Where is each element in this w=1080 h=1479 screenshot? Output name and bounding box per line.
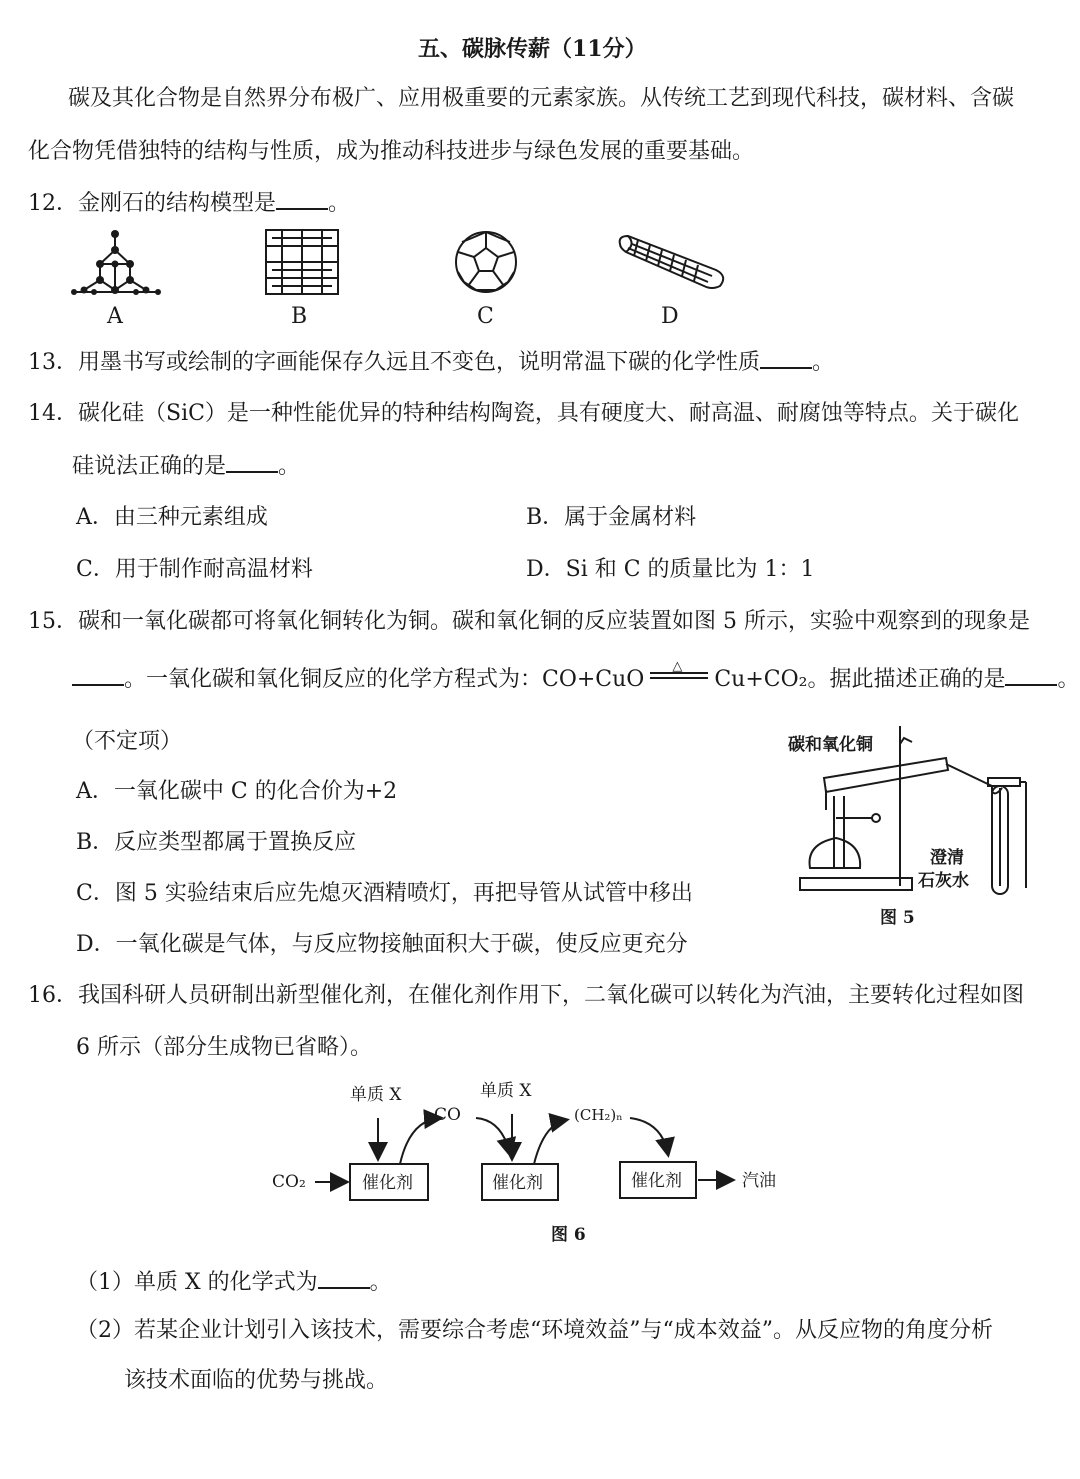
q12-answer-blank[interactable] [276, 188, 328, 210]
figure6-co2: CO₂ [272, 1172, 306, 1192]
figure6-catalyst-3: 催化剂 [631, 1171, 682, 1191]
c60-structure-model [452, 228, 520, 296]
q16-sub1-end: 。 [369, 1270, 392, 1295]
q12-stem-end: 。 [328, 191, 351, 216]
q15-answer-blank-1[interactable] [72, 664, 124, 686]
figure5-label-carbon-copper-oxide: 碳和氧化铜 [788, 735, 873, 755]
q13-answer-blank[interactable] [760, 347, 812, 369]
section-title: 五、碳脉传薪（11分） [418, 36, 647, 62]
figure5-label-limewater-1: 澄清 [930, 848, 964, 868]
q12-stem [28, 188, 350, 219]
q16-line-2: 6 所示（部分生成物已省略）。 [76, 1035, 372, 1060]
q16-line-1: 16．我国科研人员研制出新型催化剂，在催化剂作用下，二氧化碳可以转化为汽油，主要转化过程如图 [28, 983, 1024, 1008]
q14-answer-blank[interactable] [226, 451, 278, 473]
q15-option-d[interactable]: D．一氧化碳是气体，与反应物接触面积大于碳，使反应更充分 [76, 932, 688, 957]
figure6-x-label-1: 单质 X [350, 1085, 402, 1105]
arrow-co-to-catalyst2 [476, 1118, 510, 1154]
q15-option-a[interactable]: A．一氧化碳中 C 的化合价为+2 [76, 779, 398, 804]
intro-line-2: 化合物凭借独特的结构与性质，成为推动科技进步与绿色发展的重要基础。 [28, 139, 755, 164]
figure6-ch2n: (CH₂)ₙ [574, 1106, 623, 1124]
q14-option-b[interactable]: B．属于金属材料 [526, 505, 697, 530]
q15-line-2 [72, 659, 1080, 695]
figure6-catalyst-2: 催化剂 [492, 1173, 543, 1193]
arrow-catalyst2-to-ch2n [534, 1120, 566, 1164]
q15-answer-blank-2[interactable] [1005, 664, 1057, 686]
q12-option-b[interactable]: B [291, 304, 308, 329]
q12-option-d[interactable]: D [661, 304, 679, 329]
q14-option-a[interactable]: A．由三种元素组成 [76, 505, 268, 530]
q13-stem-text: 13．用墨书写或绘制的字画能保存久远且不变色，说明常温下碳的化学性质 [28, 350, 760, 375]
reaction-condition-sign [650, 659, 708, 686]
q14-line-1: 14．碳化硅（SiC）是一种性能优异的特种结构陶瓷，具有硬度大、耐高温、耐腐蚀等特点。关于碳化 [28, 401, 1019, 426]
figure5-label-limewater-2: 石灰水 [918, 871, 969, 891]
q15-line-2-b: Cu+CO₂。据此描述正确的是 [714, 667, 1006, 692]
q14-line-2-end: 。 [278, 454, 301, 479]
arrow-ch2n-to-catalyst3 [630, 1118, 668, 1154]
q15-line-1: 15．碳和一氧化碳都可将氧化铜转化为铜。碳和氧化铜的反应装置如图 5 所示，实验中观察到的现象是 [28, 609, 1030, 634]
q16-sub1-answer-blank[interactable] [318, 1267, 370, 1289]
q12-option-c[interactable]: C [477, 304, 494, 329]
figure6-caption: 图 6 [551, 1225, 586, 1245]
q15-line-2-a: 。一氧化碳和氧化铜反应的化学方程式为：CO+CuO [124, 667, 645, 692]
figure6-x-label-2: 单质 X [480, 1081, 532, 1101]
q15-option-c[interactable]: C．图 5 实验结束后应先熄灭酒精喷灯，再把导管从试管中移出 [76, 881, 693, 906]
figure6-gasoline: 汽油 [742, 1171, 776, 1191]
q14-line-2 [72, 451, 300, 482]
figure5-caption: 图 5 [880, 908, 915, 928]
intro-line-1: 碳及其化合物是自然界分布极广、应用极重要的元素家族。从传统工艺到现代科技，碳材料、含碳 [68, 86, 1015, 111]
diamond-structure-model [70, 228, 162, 300]
q13-stem [28, 347, 834, 378]
q14-option-d[interactable]: D．Si 和 C 的质量比为 1：1 [526, 557, 815, 582]
figure6-catalyst-1: 催化剂 [362, 1173, 413, 1193]
nanotube-structure-model [616, 230, 732, 294]
q15-line-2-end: 。 [1057, 667, 1080, 692]
q15-note: （不定项） [72, 729, 183, 754]
q14-option-c[interactable]: C．用于制作耐高温材料 [76, 557, 313, 582]
q12-option-a[interactable]: A [107, 304, 123, 329]
q16-sub1-text: （1）单质 X 的化学式为 [76, 1270, 318, 1295]
graphite-structure-model [262, 226, 342, 298]
q13-stem-end: 。 [812, 350, 835, 375]
heat-symbol: △ [672, 659, 683, 674]
figure6-flowchart [270, 1078, 810, 1208]
q16-sub2-line-1: （2）若某企业计划引入该技术，需要综合考虑“环境效益”与“成本效益”。从反应物的角度分析 [76, 1318, 993, 1343]
q15-option-b[interactable]: B．反应类型都属于置换反应 [76, 830, 357, 855]
q16-sub2-line-2: 该技术面临的优势与挑战。 [124, 1368, 389, 1393]
q16-sub1 [76, 1267, 392, 1298]
q12-stem-text: 12．金刚石的结构模型是 [28, 191, 276, 216]
figure6-co: CO [434, 1105, 461, 1125]
q14-line-2-text: 硅说法正确的是 [72, 454, 227, 479]
